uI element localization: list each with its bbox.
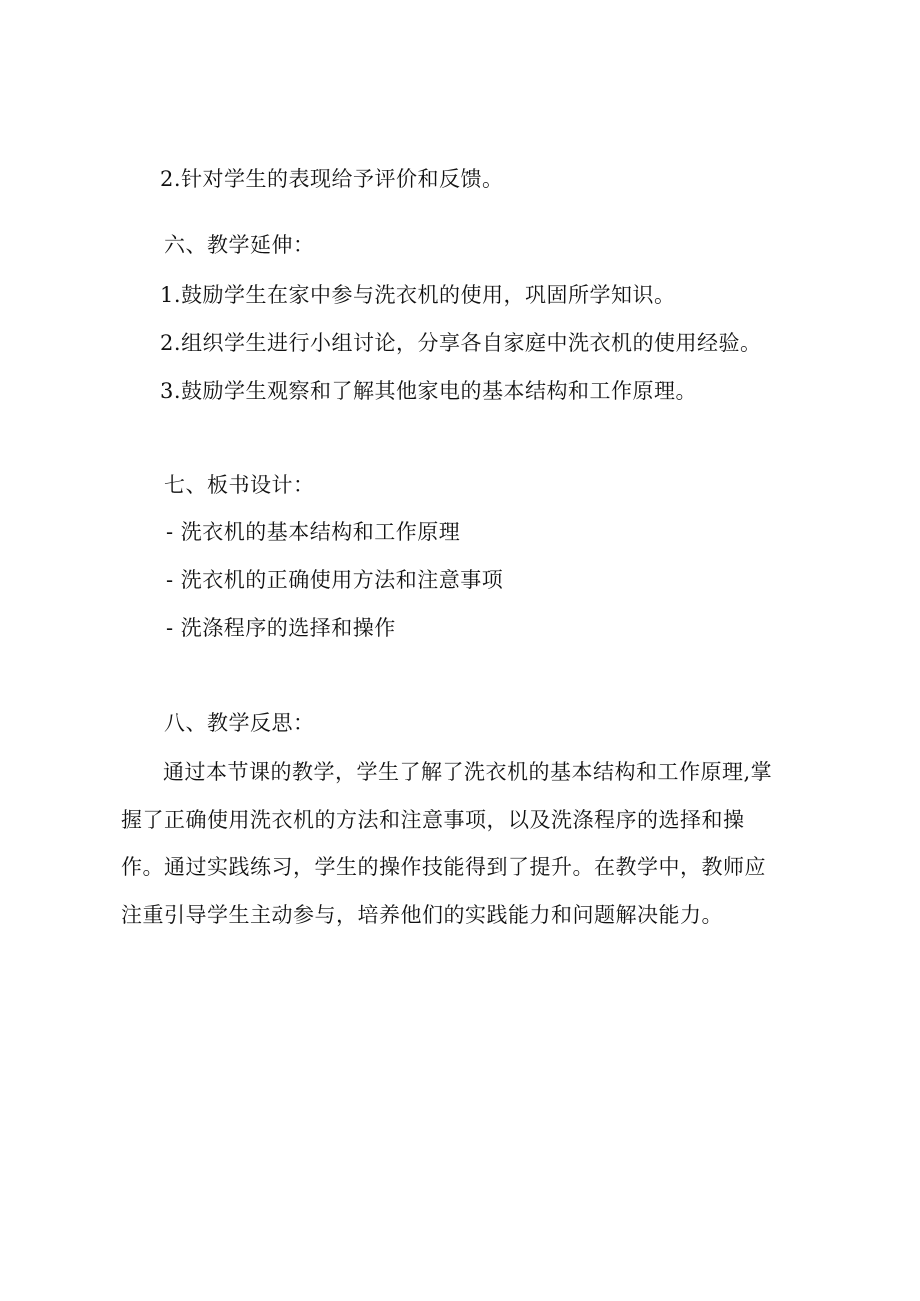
- item-separator: .: [173, 283, 182, 307]
- bullet-item: - 洗衣机的基本结构和工作原理: [166, 520, 461, 544]
- item-number: 1: [160, 283, 174, 307]
- item-separator: .: [173, 331, 182, 355]
- item-text: 鼓励学生在家中参与洗衣机的使用，巩固所学知识。: [181, 283, 676, 307]
- section-heading-6: 六、教学延伸：: [164, 233, 315, 257]
- item-number: 2: [160, 167, 174, 191]
- list-item: [160, 329, 762, 357]
- section-heading-7: 七、板书设计：: [164, 473, 315, 497]
- item-text: 鼓励学生观察和了解其他家电的基本结构和工作原理。: [181, 379, 698, 403]
- section-heading-8: 八、教学反思：: [164, 711, 315, 735]
- bullet-item: - 洗衣机的正确使用方法和注意事项: [166, 568, 504, 592]
- item-text: 组织学生进行小组讨论，分享各自家庭中洗衣机的使用经验。: [181, 331, 762, 355]
- bullet-item: - 洗涤程序的选择和操作: [166, 616, 396, 640]
- item-text: 针对学生的表现给予评价和反馈。: [181, 167, 504, 191]
- item-separator: .: [173, 379, 182, 403]
- list-item: [160, 281, 676, 309]
- list-item: [160, 165, 504, 193]
- list-item: [160, 377, 697, 405]
- paragraph-line: 通过本节课的教学，学生了解了洗衣机的基本结构和工作原理,掌: [163, 760, 773, 784]
- paragraph-line: 注重引导学生主动参与，培养他们的实践能力和问题解决能力。: [121, 903, 723, 927]
- item-separator: .: [173, 167, 182, 191]
- item-number: 3: [160, 379, 174, 403]
- item-number: 2: [160, 331, 174, 355]
- paragraph-line: 作。通过实践练习，学生的操作技能得到了提升。在教学中，教师应: [121, 855, 766, 879]
- paragraph-line: 握了正确使用洗衣机的方法和注意事项，以及洗涤程序的选择和操: [121, 808, 745, 832]
